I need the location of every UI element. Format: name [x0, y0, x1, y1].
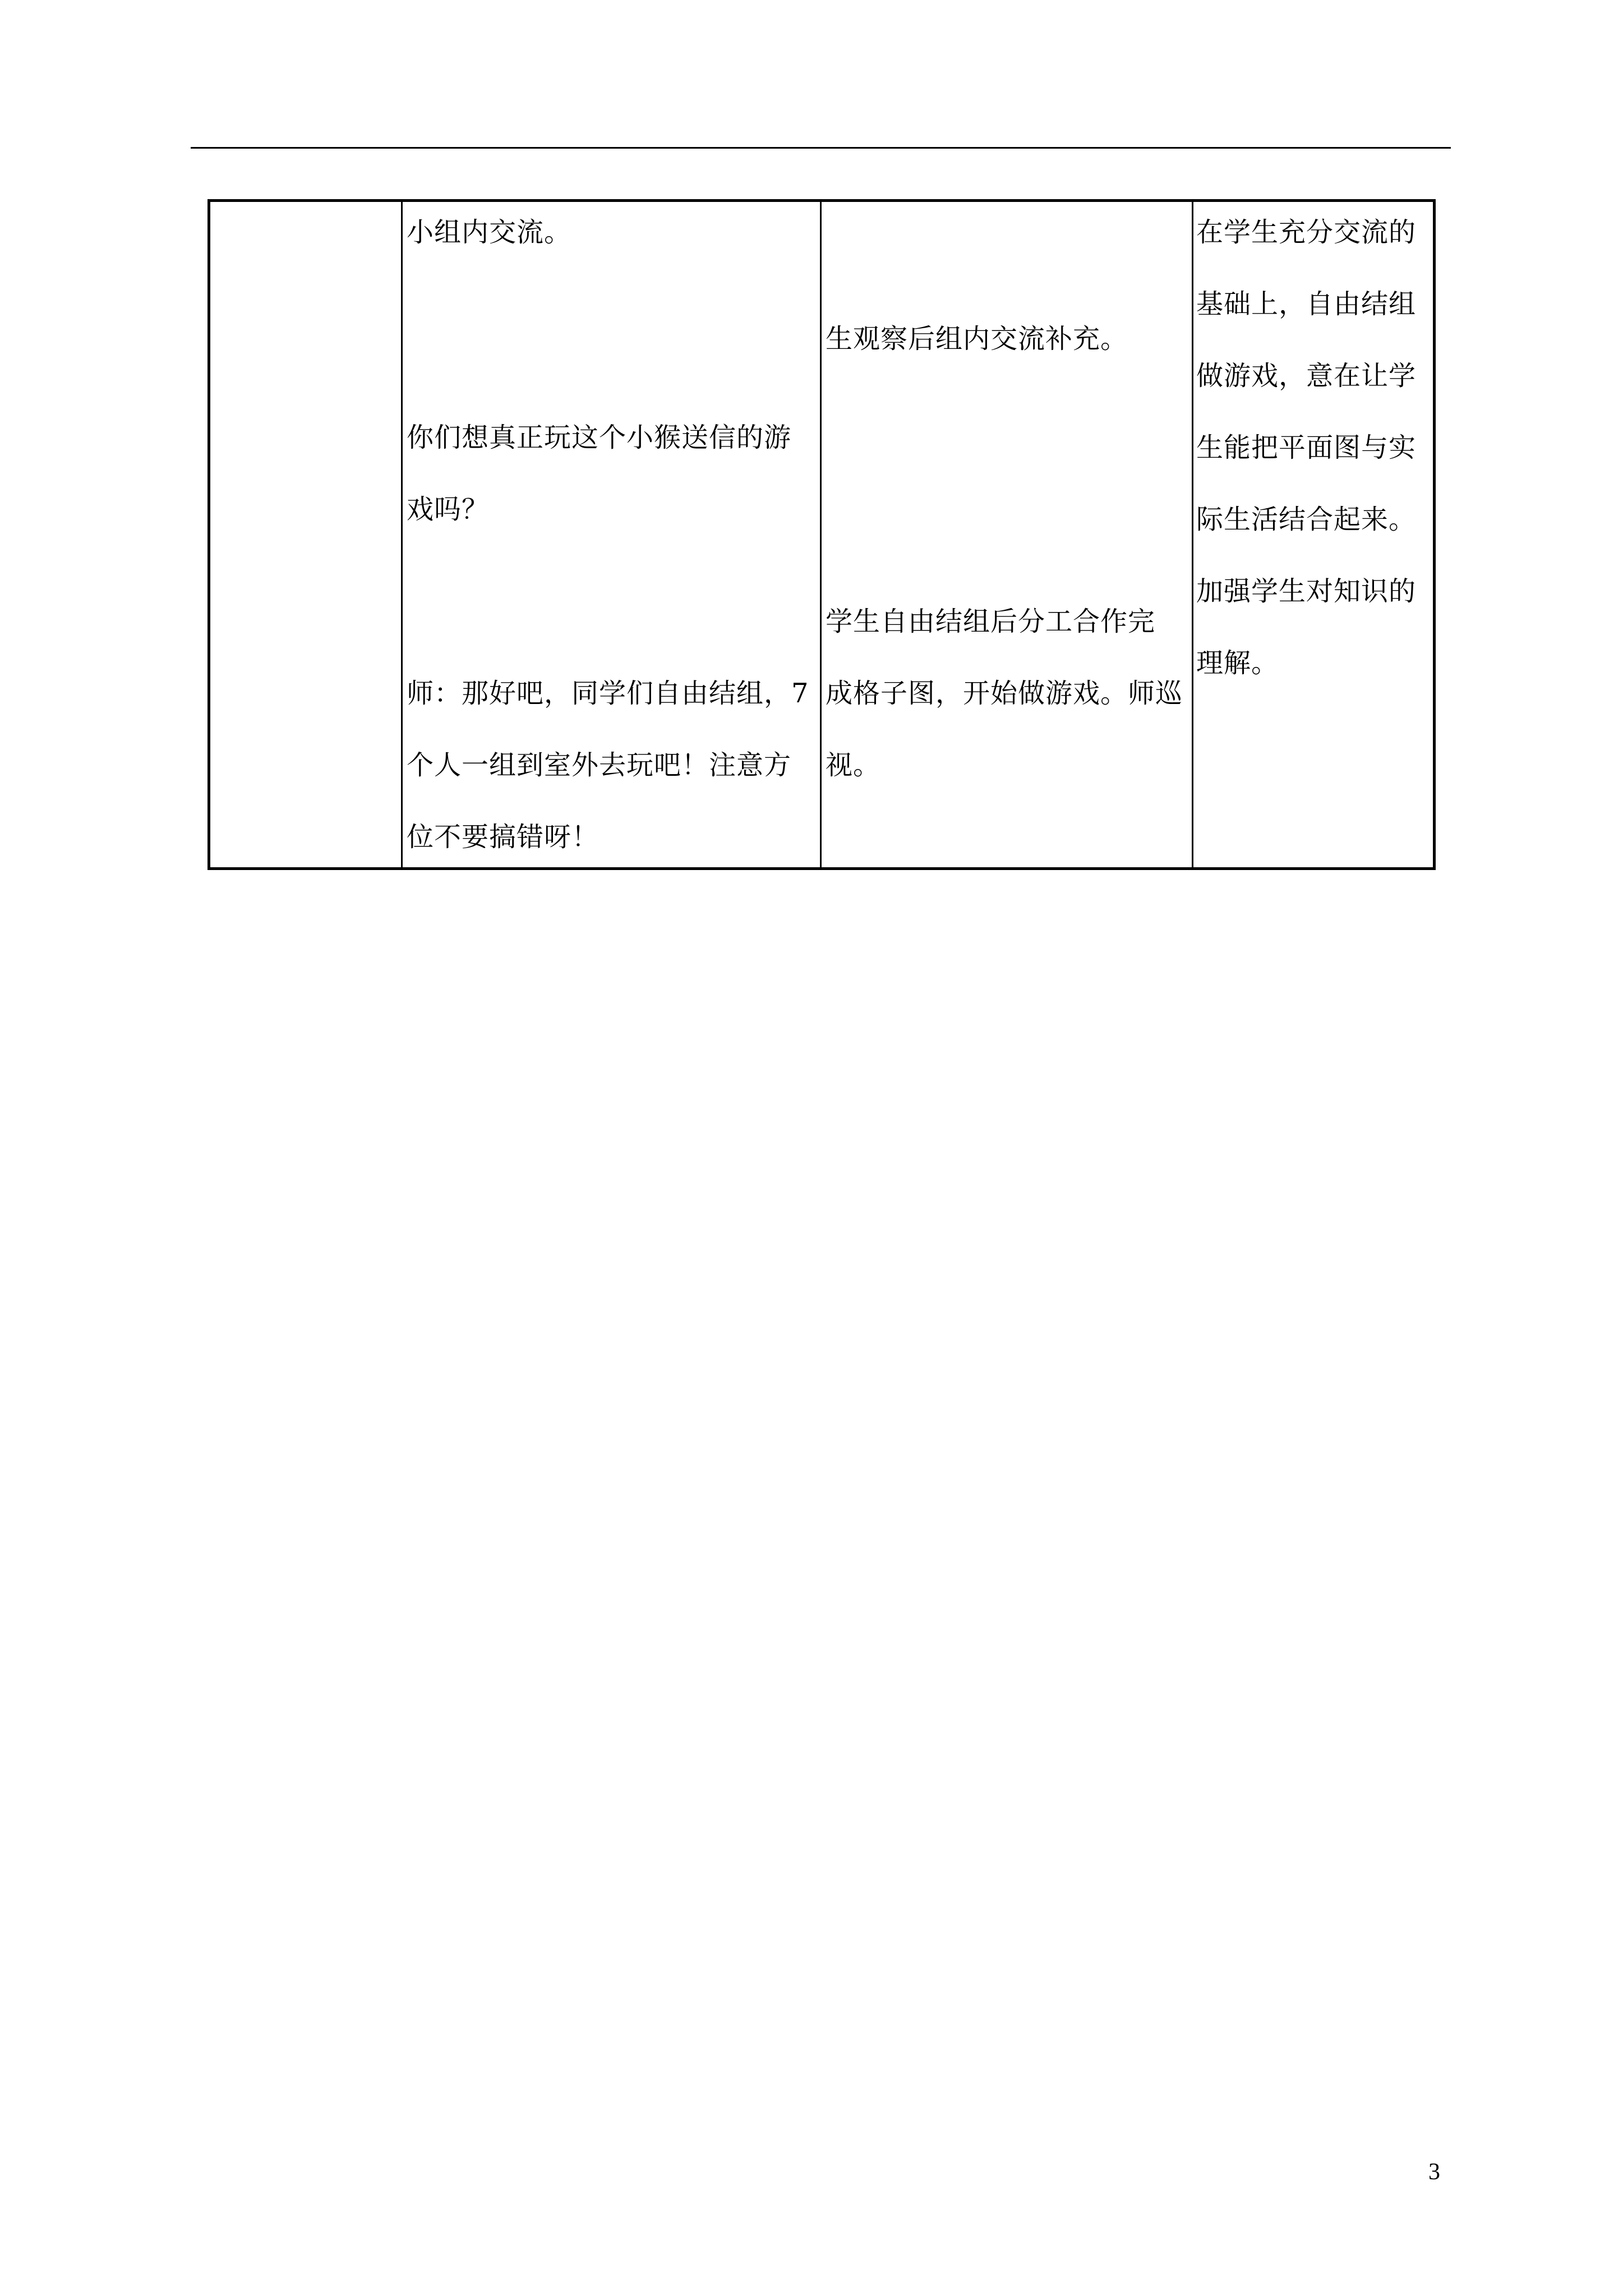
student-activity-text: 学生自由结组后分工合作完 成格子图，开始做游戏。师巡 视。 [826, 606, 1183, 781]
design-intent-text: 在学生充分交流的 基础上，自由结组 做游戏，意在让学 生能把平面图与实 际生活结合起来。 加强学生对知识的 理解。 [1196, 217, 1417, 679]
teacher-question-text: 你们想真正玩这个小猴送信的游 戏吗？ [407, 422, 792, 525]
teacher-intro-text: 小组内交流。 [407, 217, 572, 248]
page-number: 3 [1428, 2159, 1440, 2185]
column-divider-3 [1192, 202, 1193, 867]
lesson-plan-table [208, 199, 1436, 870]
student-observe-text: 生观察后组内交流补充。 [826, 323, 1128, 355]
teacher-instruction-text: 师：那好吧，同学们自由结组，7 个人一组到室外去玩吧！注意方 位不要搞错呀！ [407, 678, 809, 853]
header-rule [191, 147, 1451, 149]
column-divider-1 [401, 202, 403, 867]
